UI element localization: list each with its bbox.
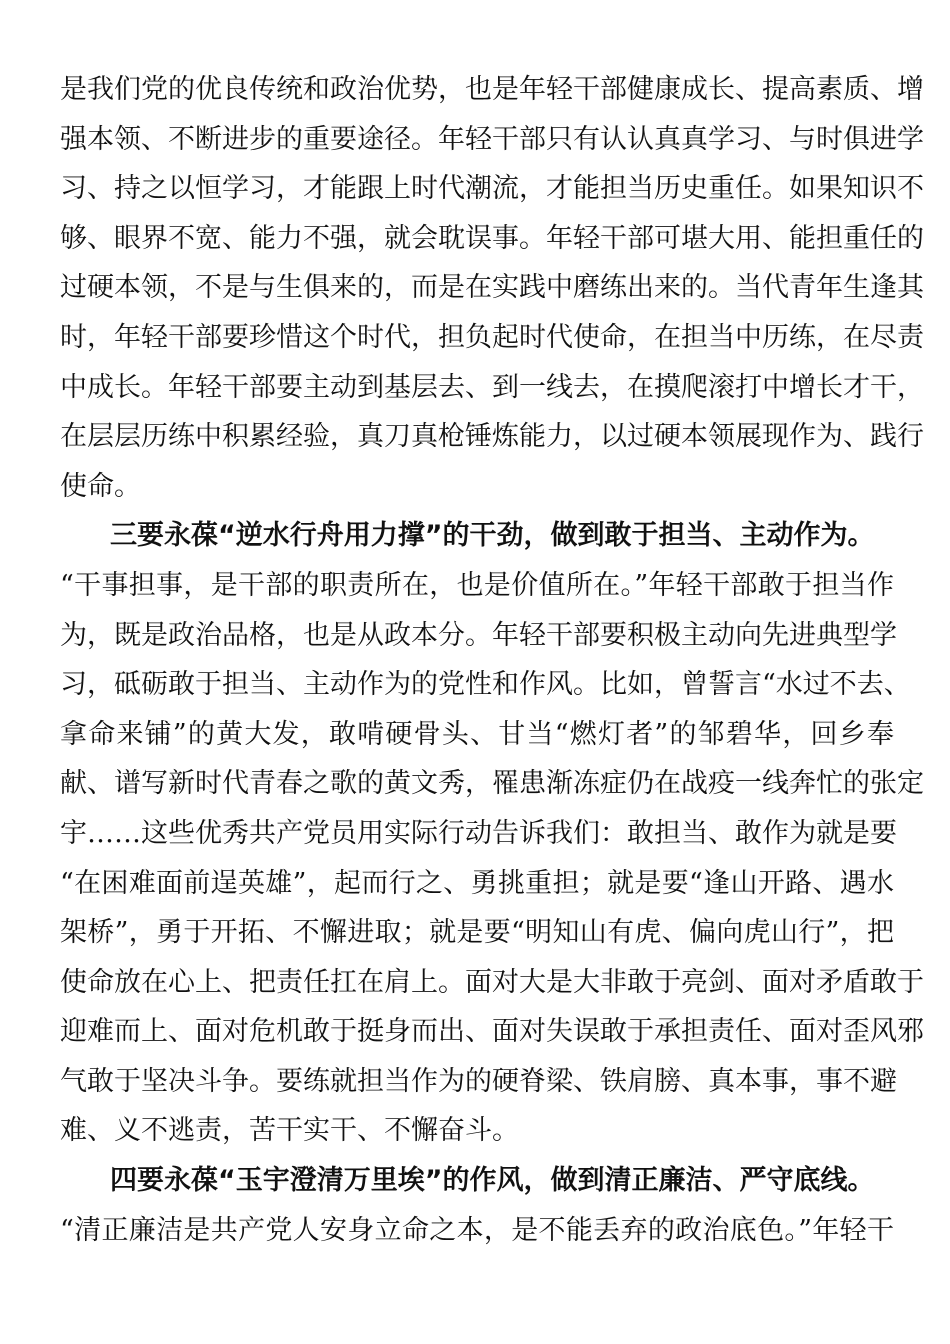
paragraph-3 <box>60 561 924 1156</box>
text-line: 献、谱写新时代青春之歌的黄文秀，罹患渐冻症仍在战疫一线奔忙的张定 <box>60 768 924 800</box>
text-line: 迎难而上、面对危机敢于挺身而出、面对失误敢于承担责任、面对歪风邪 <box>60 1016 924 1048</box>
text-line: 习、持之以恒学习，才能跟上时代潮流，才能担当历史重任。如果知识不 <box>60 173 924 205</box>
text-line: 时，年轻干部要珍惜这个时代，担负起时代使命，在担当中历练，在尽责 <box>60 321 924 353</box>
text-line: 为，既是政治品格，也是从政本分。年轻干部要积极主动向先进典型学 <box>60 619 897 651</box>
text-line: 在层层历练中积累经验，真刀真枪锤炼能力，以过硬本领展现作为、践行 <box>60 421 924 453</box>
text-line: 是我们党的优良传统和政治优势，也是年轻干部健康成长、提高素质、增 <box>60 74 924 105</box>
text-line: 过硬本领，不是与生俱来的，而是在实践中磨练出来的。当代青年生逢其 <box>60 272 924 304</box>
section-heading-3: 三要永葆“逆水行舟用力撑”的干劲，做到敢于担当、主动作为。 <box>110 520 875 552</box>
text-line: 中成长。年轻干部要主动到基层去、到一线去，在摸爬滚打中增长才干， <box>60 371 924 403</box>
paragraph-1 <box>60 65 924 511</box>
section-heading-4: 四要永葆“玉宇澄清万里埃”的作风，做到清正廉洁、严守底线。 <box>110 1165 875 1197</box>
text-line: 强本领、不断进步的重要途径。年轻干部只有认认真真学习、与时俱进学 <box>60 123 924 155</box>
text-line: 难、义不逃责，苦干实干、不懈奋斗。 <box>60 1115 519 1147</box>
text-line: 拿命来铺”的黄大发，敢啃硬骨头、甘当“燃灯者”的邹碧华，回乡奉 <box>60 718 894 750</box>
text-line: 气敢于坚决斗争。要练就担当作为的硬脊梁、铁肩膀、真本事，事不避 <box>60 1065 897 1097</box>
text-line: 够、眼界不宽、能力不强，就会耽误事。年轻干部可堪大用、能担重任的 <box>60 222 924 254</box>
text-line: “清正廉洁是共产党人安身立命之本，是不能丢弃的政治底色。”年轻干 <box>60 1214 894 1246</box>
text-line: “干事担事，是干部的职责所在，也是价值所在。”年轻干部敢于担当作 <box>60 569 894 601</box>
paragraph-4 <box>60 1206 894 1256</box>
text-line: 使命。 <box>60 470 141 502</box>
text-line: 使命放在心上、把责任扛在肩上。面对大是大非敢于亮剑、面对矛盾敢于 <box>60 966 924 998</box>
text-line: 宇……这些优秀共产党员用实际行动告诉我们：敢担当、敢作为就是要 <box>60 817 897 849</box>
text-line: “在困难面前逞英雄”，起而行之、勇挑重担；就是要“逢山开路、遇水 <box>60 867 894 899</box>
document-page <box>60 65 924 1255</box>
text-line: 架桥”，勇于开拓、不懈进取；就是要“明知山有虎、偏向虎山行”，把 <box>60 917 894 949</box>
text-line: 习，砥砺敢于担当、主动作为的党性和作风。比如，曾誓言“水过不去、 <box>60 669 911 701</box>
